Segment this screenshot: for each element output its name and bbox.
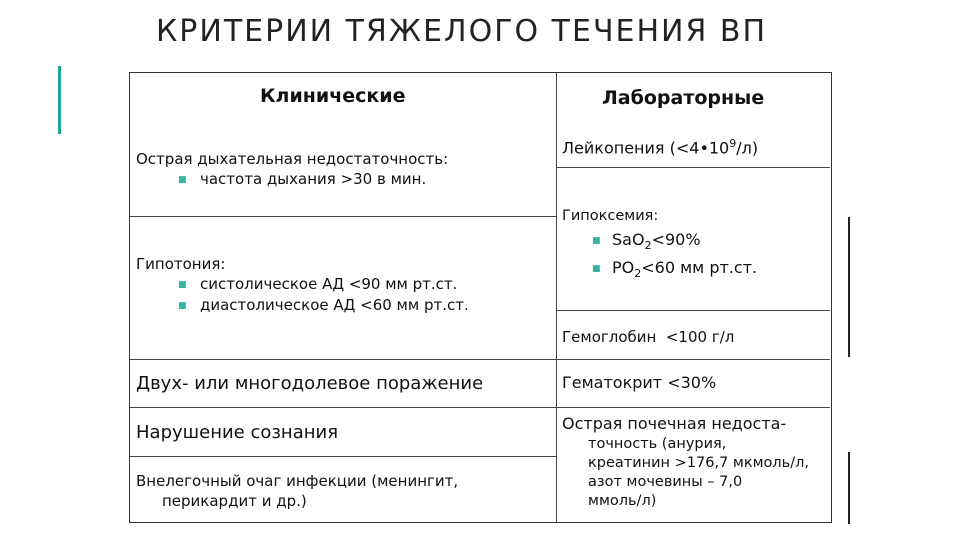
renal-line: азот мочевины – 7,0 [588, 474, 743, 490]
sao2-subscript: 2 [644, 239, 652, 253]
hemoglobin-criterion: Гемоглобин <100 г/л [562, 328, 735, 346]
hypoxemia-title: Гипоксемия: [562, 208, 659, 224]
hematocrit-criterion: Гематокрит <30% [562, 373, 717, 392]
renal-line: ммоль/л) [588, 493, 657, 509]
criteria-table [129, 72, 832, 523]
consciousness-criterion: Нарушение сознания [136, 422, 339, 443]
extrapulmonary-criterion [136, 471, 458, 511]
resp-failure-criterion [136, 149, 448, 190]
sao2-label: SaO [612, 230, 645, 249]
leukopenia-unit: /л) [736, 138, 759, 158]
sao2-value: <90% [651, 230, 701, 249]
column-divider [556, 73, 557, 522]
extrapulmonary-line: перикардит и др.) [162, 492, 307, 510]
row-divider [130, 407, 830, 408]
bullet-icon: ■ [592, 264, 601, 275]
bullet-item [592, 257, 757, 285]
hypotension-criterion [136, 254, 469, 316]
renal-failure-criterion [562, 413, 809, 511]
leukopenia-criterion [562, 133, 758, 159]
bullet-icon: ■ [178, 301, 187, 311]
hypoxemia-values [592, 229, 757, 285]
multiply-dot: • [699, 138, 709, 158]
renal-line: точность (анурия, [588, 436, 727, 452]
bullet-item [136, 274, 469, 295]
hypotension-title: Гипотония: [136, 255, 226, 273]
row-divider [130, 359, 830, 360]
renal-line: креатинин >176,7 мкмоль/л, [588, 455, 809, 471]
po2-label: PO [612, 258, 635, 278]
bullet-icon: ■ [592, 236, 601, 246]
leukopenia-base: 10 [708, 138, 730, 158]
leukopenia-exponent: 9 [729, 137, 737, 150]
row-divider [130, 216, 556, 217]
diastolic-text: диастолическое АД <60 мм рт.ст. [200, 296, 469, 314]
resp-failure-title: Острая дыхательная недостаточность: [136, 150, 449, 168]
decorative-line [848, 217, 850, 357]
po2-value: <60 мм рт.ст. [641, 258, 758, 278]
accent-bar [58, 66, 61, 134]
row-divider [130, 456, 556, 457]
row-divider [556, 167, 830, 168]
bullet-icon: ■ [178, 175, 187, 185]
header-lab: Лабораторные [602, 87, 765, 109]
po2-subscript: 2 [634, 267, 642, 281]
bullet-item [136, 169, 448, 190]
bullet-item [136, 295, 469, 316]
decorative-line [848, 452, 850, 524]
bullet-item [592, 229, 757, 257]
header-clinical: Клинические [260, 85, 406, 107]
renal-line: Острая почечная недоста- [562, 414, 787, 433]
slide-title: КРИТЕРИИ ТЯЖЕЛОГО ТЕЧЕНИЯ ВП [156, 14, 767, 49]
multilobar-criterion: Двух- или многодолевое поражение [136, 373, 484, 394]
leukopenia-text: Лейкопения (<4 [562, 138, 700, 158]
row-divider [556, 310, 830, 311]
extrapulmonary-line: Внелегочный очаг инфекции (менингит, [136, 472, 459, 490]
systolic-text: систолическое АД <90 мм рт.ст. [200, 275, 458, 293]
bullet-icon: ■ [178, 280, 187, 290]
resp-rate-text: частота дыхания >30 в мин. [200, 170, 427, 188]
